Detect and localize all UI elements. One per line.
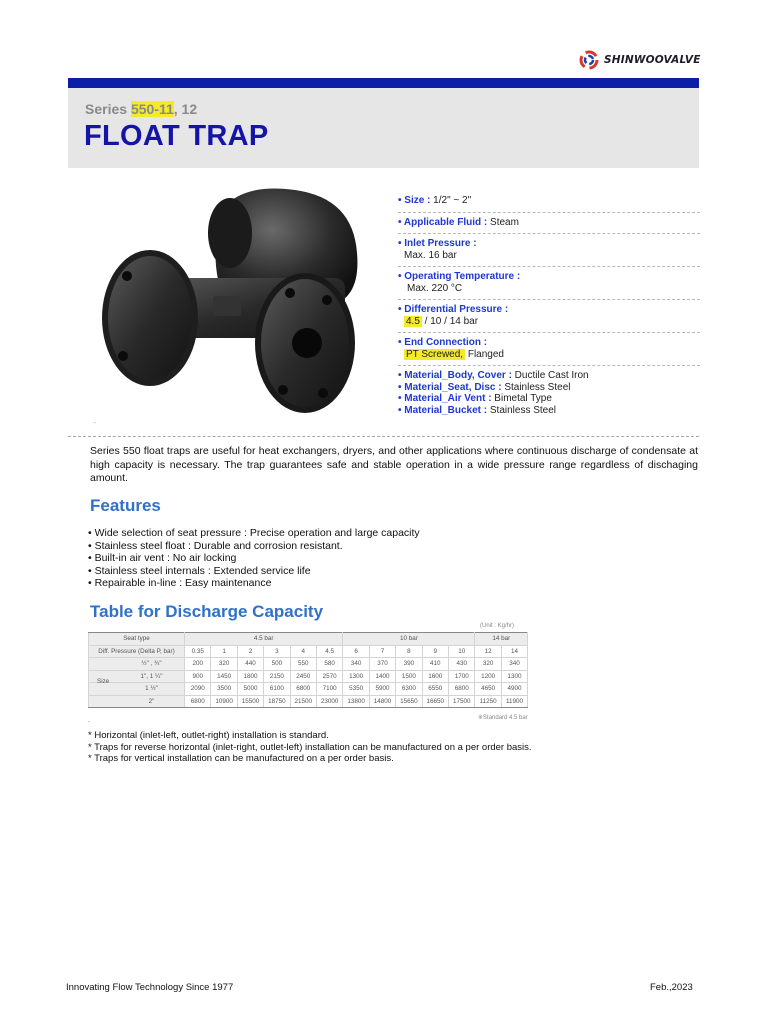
spec-value: Steam bbox=[487, 216, 519, 228]
value-cell: 550 bbox=[290, 658, 316, 671]
value-cell: 16650 bbox=[422, 695, 448, 708]
pressure-cell: 8 bbox=[396, 645, 422, 658]
spec-key: • Inlet Pressure : bbox=[398, 238, 477, 249]
value-cell: 320 bbox=[475, 658, 501, 671]
value-cell: 340 bbox=[501, 658, 527, 671]
series-line bbox=[85, 101, 197, 117]
section-divider bbox=[68, 436, 699, 437]
series-highlight: 550-11 bbox=[130, 101, 174, 117]
feature-item: • Repairable in-line : Easy maintenance bbox=[88, 577, 272, 590]
value-cell: 15650 bbox=[396, 695, 422, 708]
table-row bbox=[89, 695, 528, 708]
value-cell: 1800 bbox=[237, 670, 263, 683]
table-row bbox=[89, 658, 528, 671]
series-prefix: Series bbox=[85, 101, 131, 117]
pressure-cell: 0.35 bbox=[185, 645, 211, 658]
logo-text: SHINWOOVALVE bbox=[604, 54, 701, 66]
value-cell: 6800 bbox=[448, 683, 474, 696]
seat-type-label: Seat type bbox=[89, 633, 185, 646]
spec-list bbox=[398, 191, 700, 421]
value-cell: 390 bbox=[396, 658, 422, 671]
value-cell: 3500 bbox=[211, 683, 237, 696]
feature-item: • Stainless steel float : Durable and corrosion resistant. bbox=[88, 539, 343, 552]
footer-tagline: Innovating Flow Technology Since 1977 bbox=[66, 982, 234, 993]
spec-size bbox=[398, 191, 700, 213]
size-value: 1", 1 ¼" bbox=[140, 672, 163, 680]
feature-item: • Built-in air vent : No air locking bbox=[88, 552, 237, 565]
header-bar bbox=[68, 78, 699, 88]
table-heading: Table for Discharge Capacity bbox=[90, 602, 324, 621]
value-cell: 1700 bbox=[448, 670, 474, 683]
pressure-cell: 1 bbox=[211, 645, 237, 658]
diff-pressure-label: Diff. Pressure (Delta P, bar) bbox=[89, 645, 185, 658]
features-list bbox=[88, 527, 420, 590]
value-cell: 500 bbox=[264, 658, 290, 671]
diff-rest: / 10 / 14 bar bbox=[421, 315, 479, 327]
feature-item: • Wide selection of seat pressure : Precise operation and large capacity bbox=[88, 527, 420, 539]
value-cell: 13800 bbox=[343, 695, 369, 708]
end-rest: Flanged bbox=[465, 348, 504, 360]
value-cell: 18750 bbox=[264, 695, 290, 708]
value-cell: 1500 bbox=[396, 670, 422, 683]
size-label: Size bbox=[97, 678, 110, 685]
spec-key: • Applicable Fluid : bbox=[398, 216, 488, 228]
pressure-cell: 10 bbox=[448, 645, 474, 658]
value-cell: 2150 bbox=[264, 670, 290, 683]
spec-material-vent bbox=[398, 393, 700, 405]
pressure-cell: 12 bbox=[475, 645, 501, 658]
discharge-capacity-table bbox=[88, 632, 528, 708]
value-cell: 6100 bbox=[264, 683, 290, 696]
spec-key: • Material_Air Vent : bbox=[398, 393, 492, 404]
intro-paragraph: Series 550 float traps are useful for heat exchangers, dryers, and other applications where continuous discharge of condensate at high capacity is necessary. The trap guarantees safe and stable operation in a wide pressure range regardless of dischaging amount. bbox=[90, 445, 698, 484]
diff-highlight: 4.5 bbox=[406, 315, 420, 327]
spec-value: Bimetal Type bbox=[491, 393, 552, 404]
value-cell: 14800 bbox=[369, 695, 395, 708]
value-cell: 1450 bbox=[211, 670, 237, 683]
value-cell: 430 bbox=[448, 658, 474, 671]
pressure-cell: 6 bbox=[343, 645, 369, 658]
value-cell: 11250 bbox=[475, 695, 501, 708]
pressure-cell: 9 bbox=[422, 645, 448, 658]
value-cell: 6800 bbox=[185, 695, 211, 708]
size-value: ½" , ¾" bbox=[141, 660, 162, 668]
shinwoo-logo-icon bbox=[579, 50, 599, 70]
standard-note: ※Standard 4.5 bar bbox=[478, 715, 528, 721]
value-cell: 200 bbox=[185, 658, 211, 671]
note-item: * Traps for vertical installation can be manufactured on a per order basis. bbox=[88, 753, 394, 765]
value-cell: 580 bbox=[316, 658, 342, 671]
table-row bbox=[89, 683, 528, 696]
spec-key: • Size : bbox=[398, 195, 431, 206]
value-cell: 1600 bbox=[422, 670, 448, 683]
value-cell: 6550 bbox=[422, 683, 448, 696]
note-item: * Traps for reverse horizontal (inlet-right, outlet-left) installation can be manufactured on a per order basis. bbox=[88, 741, 532, 753]
value-cell: 21500 bbox=[290, 695, 316, 708]
value-cell: 4900 bbox=[501, 683, 527, 696]
value-cell: 2450 bbox=[290, 670, 316, 683]
feature-item: • Stainless steel internals : Extended service life bbox=[88, 564, 311, 577]
spec-key: • Material_Body, Cover : bbox=[398, 370, 512, 381]
pressure-cell: 7 bbox=[369, 645, 395, 658]
image-mark: .. bbox=[93, 419, 97, 425]
features-heading: Features bbox=[90, 496, 161, 515]
series-suffix: , 12 bbox=[173, 101, 198, 117]
spec-value: 1/2" ~ 2" bbox=[430, 195, 472, 206]
value-cell: 5350 bbox=[343, 683, 369, 696]
value-cell: 10900 bbox=[211, 695, 237, 708]
value-cell: 7100 bbox=[316, 683, 342, 696]
spec-fluid bbox=[398, 213, 700, 235]
pressure-row bbox=[89, 645, 528, 658]
spec-end-connection bbox=[398, 333, 700, 366]
spec-materials bbox=[398, 366, 700, 421]
value-cell: 2570 bbox=[316, 670, 342, 683]
spec-value bbox=[398, 316, 700, 328]
spec-value: Max. 16 bar bbox=[404, 249, 457, 261]
brand-logo bbox=[579, 46, 719, 74]
value-cell: 23000 bbox=[316, 695, 342, 708]
spec-value: Max. 220 °C bbox=[407, 282, 463, 294]
pressure-cell: 14 bbox=[501, 645, 527, 658]
value-cell: 17500 bbox=[448, 695, 474, 708]
end-highlight: PT Screwed, bbox=[406, 348, 464, 360]
spec-material-body bbox=[398, 370, 700, 382]
size-value: 2" bbox=[148, 697, 155, 705]
value-cell: 2090 bbox=[185, 683, 211, 696]
spec-key: • Material_Seat, Disc : bbox=[398, 381, 502, 393]
group-header: 14 bar bbox=[475, 633, 528, 646]
spec-differential bbox=[398, 300, 700, 333]
footer-date: Feb.,2023 bbox=[650, 982, 693, 993]
spec-value: Ductile Cast Iron bbox=[511, 370, 589, 381]
table-row bbox=[89, 670, 528, 683]
spec-inlet bbox=[398, 234, 700, 267]
table-header-row bbox=[89, 633, 528, 646]
value-cell: 6800 bbox=[290, 683, 316, 696]
value-cell: 900 bbox=[185, 670, 211, 683]
value-cell: 1300 bbox=[501, 670, 527, 683]
installation-notes bbox=[88, 730, 532, 765]
spec-value: Stainless Steel bbox=[501, 381, 571, 393]
spec-material-bucket bbox=[398, 405, 700, 417]
value-cell: 410 bbox=[422, 658, 448, 671]
spec-value: Stainless Steel bbox=[487, 404, 557, 416]
float-trap-photo bbox=[95, 178, 363, 426]
value-cell: 5900 bbox=[369, 683, 395, 696]
dash-mark: - bbox=[88, 719, 90, 725]
spec-material-seat bbox=[398, 382, 700, 394]
pressure-cell: 3 bbox=[264, 645, 290, 658]
table-unit: (Unit : Kg/hr) bbox=[480, 623, 515, 629]
value-cell: 1300 bbox=[343, 670, 369, 683]
group-header: 10 bar bbox=[343, 633, 475, 646]
size-value: 1 ½" bbox=[145, 685, 158, 693]
value-cell: 340 bbox=[343, 658, 369, 671]
value-cell: 15500 bbox=[237, 695, 263, 708]
value-cell: 1400 bbox=[369, 670, 395, 683]
note-item: * Horizontal (inlet-left, outlet-right) installation is standard. bbox=[88, 730, 329, 741]
value-cell: 1200 bbox=[475, 670, 501, 683]
value-cell: 320 bbox=[211, 658, 237, 671]
pressure-cell: 2 bbox=[237, 645, 263, 658]
page-title: FLOAT TRAP bbox=[84, 120, 269, 152]
value-cell: 370 bbox=[369, 658, 395, 671]
pressure-cell: 4.5 bbox=[316, 645, 342, 658]
spec-temperature bbox=[398, 267, 700, 300]
spec-key: • Differential Pressure : bbox=[398, 304, 509, 315]
pressure-cell: 4 bbox=[290, 645, 316, 658]
size-cell bbox=[89, 695, 185, 708]
spec-value bbox=[398, 349, 700, 361]
spec-key: • Material_Bucket : bbox=[398, 404, 488, 416]
value-cell: 4650 bbox=[475, 683, 501, 696]
value-cell: 5000 bbox=[237, 683, 263, 696]
group-header: 4.5 bar bbox=[185, 633, 343, 646]
spec-key: • Operating Temperature : bbox=[398, 271, 521, 282]
value-cell: 11900 bbox=[501, 695, 527, 708]
value-cell: 6300 bbox=[396, 683, 422, 696]
spec-key: • End Connection : bbox=[398, 337, 488, 348]
value-cell: 440 bbox=[237, 658, 263, 671]
